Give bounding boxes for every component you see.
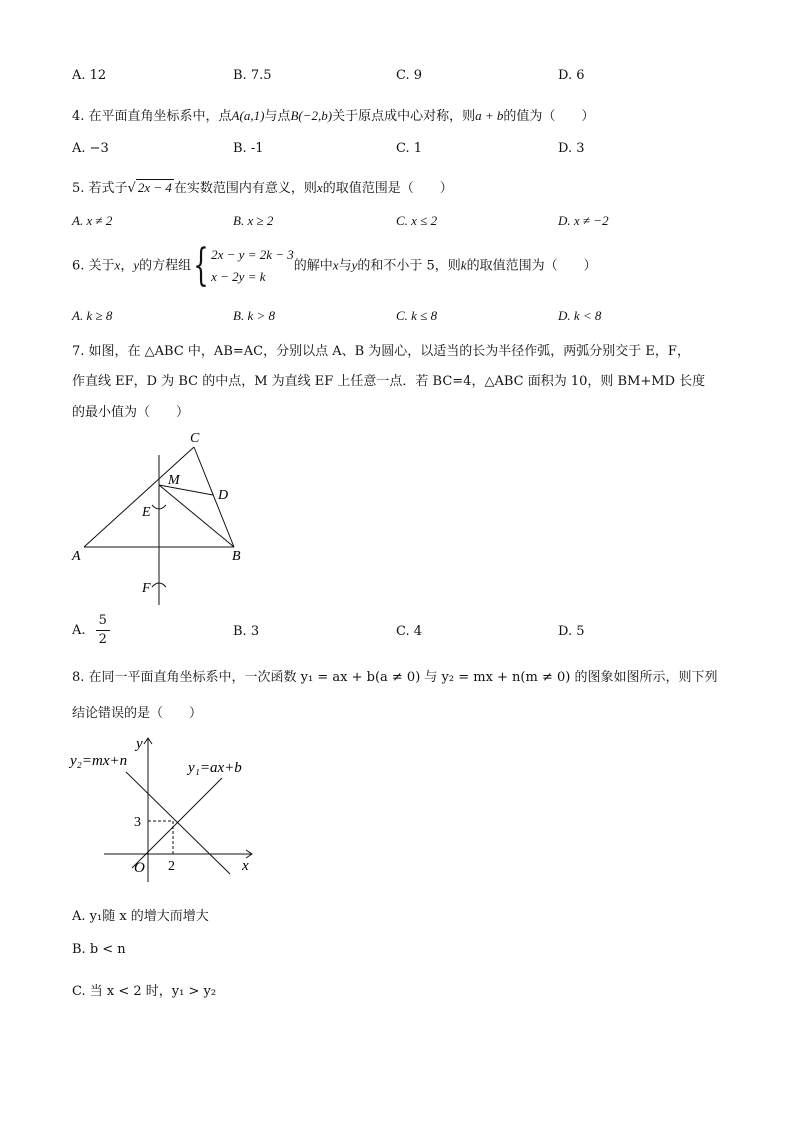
y-tick-3: 3 — [134, 815, 141, 830]
equation-system: 2x − y = 2k − 3 x − 2y = k — [211, 247, 294, 284]
q7-option-c: C. 4 — [396, 624, 423, 639]
label-d: D — [218, 488, 229, 503]
q3-option-b: B. 7.5 — [233, 68, 272, 83]
q7-option-b: B. 3 — [233, 624, 260, 639]
label-a: A — [72, 549, 81, 564]
q8-option-a: A. y₁随 x 的增大而增大 — [72, 909, 209, 924]
q5-option-b: B. x ≥ 2 — [233, 213, 274, 228]
segment-ac — [84, 447, 194, 547]
y2-line-label: y₂=mx+n — [70, 753, 128, 769]
x-tick-2: 2 — [168, 859, 175, 874]
q7-option-a: A. $\frac{5}{2}$ — [72, 612, 110, 649]
x-axis-label: x — [242, 858, 249, 874]
q8-graph-figure — [66, 732, 266, 882]
q4-option-d: D. 3 — [558, 141, 585, 156]
label-b: B — [232, 549, 241, 564]
y1-line-label: y₁=ax+b — [188, 760, 242, 776]
q7-triangle-figure — [60, 425, 260, 610]
origin-label: O — [134, 860, 145, 876]
q4-option-a: A. −3 — [72, 141, 109, 156]
sqrt-sign: √ — [127, 181, 136, 196]
q5-option-c: C. x ≤ 2 — [396, 213, 438, 228]
label-e: E — [142, 505, 151, 520]
label-f: F — [142, 581, 151, 596]
fraction: $\frac{5}{2}$ — [96, 612, 110, 649]
q6-option-d: D. k < 8 — [558, 308, 602, 323]
q3-option-a: A. 12 — [72, 68, 107, 83]
q3-option-d: D. 6 — [558, 68, 585, 83]
q8-stem-line1: 8. 在同一平面直角坐标系中，一次函数 y₁ = ax + b(a ≠ 0) 与 y₂ = mx + n(m ≠ 0) 的图象如图所示，则下列 — [72, 670, 718, 685]
q6-option-c: C. k ≤ 8 — [396, 308, 438, 323]
q7-option-d: D. 5 — [558, 624, 585, 639]
system-brace: { — [193, 240, 209, 291]
q3-option-c: C. 9 — [396, 68, 423, 83]
q4-option-b: B. -1 — [233, 141, 264, 156]
q8-stem-line2: 结论错误的是（ ） — [72, 706, 203, 721]
y-axis-label: y — [136, 736, 143, 752]
label-m: M — [168, 473, 180, 488]
q5-option-d: D. x ≠ −2 — [558, 213, 609, 228]
q4-stem: 4. 在平面直角坐标系中，点A(a,1)与点B(−2,b)关于原点成中心对称，则a + b的值为（ ） — [72, 108, 595, 124]
q6-stem: 6. 关于x，y的方程组{ 2x − y = 2k − 3 x − 2y = k 的解中x与y的和不小于 5，则k的取值范围为（ ） — [72, 240, 597, 291]
q6-option-b: B. k > 8 — [233, 308, 275, 323]
q7-stem-line3: 的最小值为（ ） — [72, 405, 190, 420]
q6-option-a: A. k ≥ 8 — [72, 308, 113, 323]
q7-stem-line1: 7. 如图，在 △ABC 中，AB=AC，分别以点 A、B 为圆心，以适当的长为半径作弧，两弧分别交于 E，F， — [72, 344, 690, 359]
label-c: C — [190, 431, 200, 446]
q4-option-c: C. 1 — [396, 141, 423, 156]
q5-stem: 5. 若式子√ 2x − 4 在实数范围内有意义，则x的取值范围是（ ） — [72, 180, 453, 196]
q8-option-c: C. 当 x < 2 时，y₁ > y₂ — [72, 984, 217, 999]
q5-option-a: A. x ≠ 2 — [72, 213, 113, 228]
q7-stem-line2: 作直线 EF，D 为 BC 的中点，M 为直线 EF 上任意一点．若 BC=4，△ABC 面积为 10，则 BM+MD 长度 — [72, 374, 706, 389]
q8-option-b: B. b < n — [72, 942, 126, 957]
